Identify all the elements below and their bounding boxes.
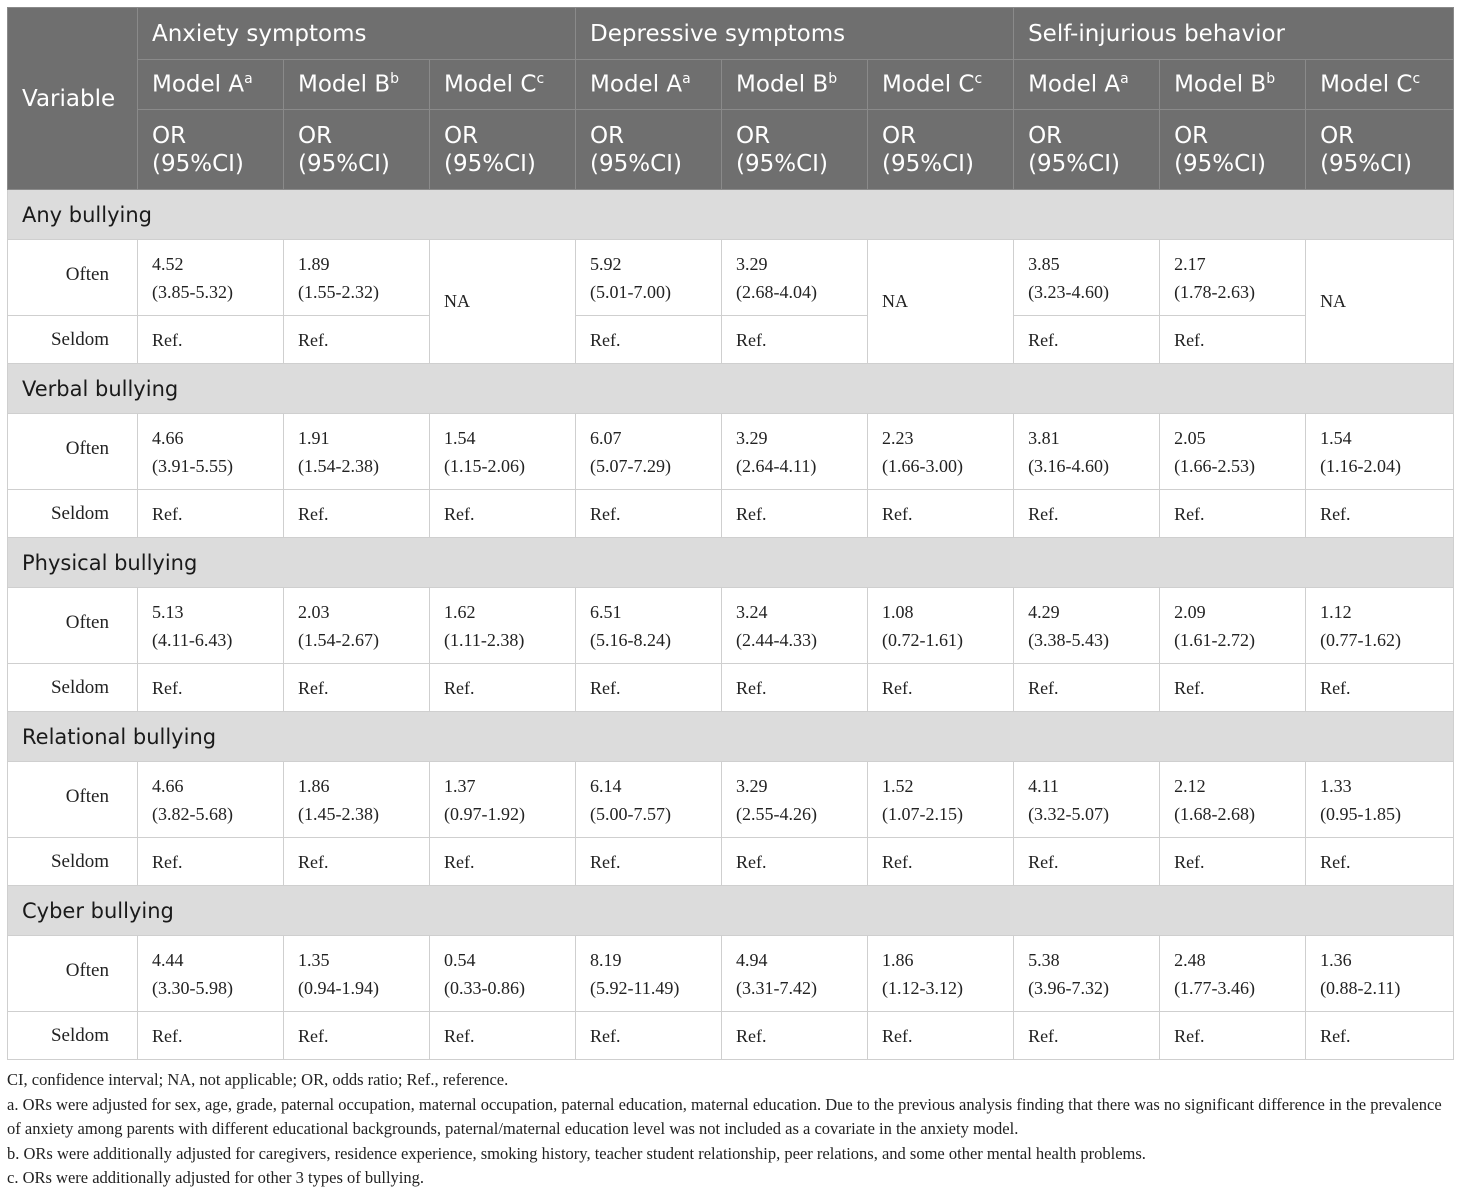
or-ci-header bbox=[138, 110, 284, 190]
model-footnote-mark: a bbox=[1120, 71, 1129, 88]
table-row-often bbox=[8, 762, 1454, 838]
or-cell bbox=[284, 762, 430, 838]
table-row-seldom bbox=[8, 664, 1454, 712]
or-ci-header bbox=[1014, 110, 1160, 190]
variable-header: Variable bbox=[8, 8, 138, 190]
row-label-seldom: Seldom bbox=[8, 1012, 138, 1060]
ref-cell: Ref. bbox=[722, 316, 868, 364]
or-cell bbox=[868, 588, 1014, 664]
ref-cell: Ref. bbox=[1014, 1012, 1160, 1060]
row-label-often: Often bbox=[8, 762, 138, 838]
ci-value: (0.94-1.94) bbox=[298, 977, 379, 998]
ci-value: (1.54-2.67) bbox=[298, 629, 379, 650]
ci-label: (95%CI) bbox=[1174, 150, 1266, 177]
or-value: 3.85 bbox=[1028, 253, 1060, 274]
ref-cell: Ref. bbox=[284, 490, 430, 538]
model-label: Model A bbox=[152, 71, 245, 98]
or-cell bbox=[284, 414, 430, 490]
or-value: 0.54 bbox=[444, 949, 476, 970]
or-value: 6.14 bbox=[590, 775, 622, 796]
or-value: 4.66 bbox=[152, 775, 184, 796]
row-label-often: Often bbox=[8, 936, 138, 1012]
or-cell bbox=[430, 414, 576, 490]
or-cell bbox=[284, 936, 430, 1012]
or-cell bbox=[1160, 414, 1306, 490]
ref-cell: Ref. bbox=[138, 664, 284, 712]
or-cell bbox=[284, 588, 430, 664]
ci-value: (2.55-4.26) bbox=[736, 803, 818, 824]
model-footnote-mark: a bbox=[244, 71, 253, 88]
ref-cell: Ref. bbox=[868, 1012, 1014, 1060]
ref-cell: Ref. bbox=[284, 1012, 430, 1060]
model-label: Model C bbox=[444, 71, 537, 98]
or-cell bbox=[576, 240, 722, 316]
table-row-seldom bbox=[8, 490, 1454, 538]
model-footnote-mark: b bbox=[390, 71, 400, 88]
ref-cell: Ref. bbox=[576, 838, 722, 886]
model-footnote-mark: c bbox=[1412, 71, 1421, 88]
na-cell: NA bbox=[1306, 240, 1454, 364]
na-cell: NA bbox=[868, 240, 1014, 364]
or-cell bbox=[868, 414, 1014, 490]
ci-label: (95%CI) bbox=[444, 150, 536, 177]
table-row-often bbox=[8, 414, 1454, 490]
row-label-seldom: Seldom bbox=[8, 838, 138, 886]
ci-value: (1.07-2.15) bbox=[882, 803, 964, 824]
or-value: 2.23 bbox=[882, 427, 914, 448]
or-value: 2.48 bbox=[1174, 949, 1206, 970]
or-label: OR bbox=[444, 122, 479, 149]
table-row-seldom bbox=[8, 1012, 1454, 1060]
or-value: 3.81 bbox=[1028, 427, 1060, 448]
section-row bbox=[8, 190, 1454, 240]
ci-value: (1.16-2.04) bbox=[1320, 455, 1402, 476]
table-footnotes bbox=[7, 1068, 1453, 1191]
row-label-often: Often bbox=[8, 240, 138, 316]
or-label: OR bbox=[1320, 122, 1355, 149]
ref-cell: Ref. bbox=[430, 490, 576, 538]
section-row bbox=[8, 364, 1454, 414]
model-label: Model B bbox=[1174, 71, 1267, 98]
or-value: 8.19 bbox=[590, 949, 622, 970]
ref-cell: Ref. bbox=[722, 838, 868, 886]
ci-value: (1.77-3.46) bbox=[1174, 977, 1256, 998]
model-header bbox=[430, 60, 576, 110]
row-label-often: Often bbox=[8, 414, 138, 490]
or-value: 2.17 bbox=[1174, 253, 1206, 274]
ci-label: (95%CI) bbox=[298, 150, 390, 177]
or-cell bbox=[1160, 588, 1306, 664]
table-row-seldom bbox=[8, 316, 1454, 364]
footnote-b: b. ORs were additionally adjusted for caregivers, residence experience, smoking history, teacher student relationship, peer relations, and some other mental health problems. bbox=[7, 1143, 1146, 1163]
ci-value: (1.12-3.12) bbox=[882, 977, 964, 998]
ref-cell: Ref. bbox=[1014, 490, 1160, 538]
ref-cell: Ref. bbox=[1014, 316, 1160, 364]
row-label-seldom: Seldom bbox=[8, 664, 138, 712]
ref-cell: Ref. bbox=[868, 490, 1014, 538]
or-value: 6.07 bbox=[590, 427, 622, 448]
ref-cell: Ref. bbox=[1306, 1012, 1454, 1060]
ci-value: (1.66-3.00) bbox=[882, 455, 964, 476]
section-title: Verbal bullying bbox=[8, 364, 1454, 414]
ci-value: (1.55-2.32) bbox=[298, 281, 379, 302]
ref-cell: Ref. bbox=[138, 1012, 284, 1060]
ci-value: (4.11-6.43) bbox=[152, 629, 233, 650]
or-value: 3.29 bbox=[736, 253, 768, 274]
model-footnote-mark: b bbox=[828, 71, 838, 88]
ci-value: (2.44-4.33) bbox=[736, 629, 818, 650]
ref-cell: Ref. bbox=[138, 490, 284, 538]
or-cell bbox=[1160, 240, 1306, 316]
model-header bbox=[1306, 60, 1454, 110]
ci-value: (3.32-5.07) bbox=[1028, 803, 1110, 824]
ci-label: (95%CI) bbox=[590, 150, 682, 177]
ref-cell: Ref. bbox=[430, 1012, 576, 1060]
ref-cell: Ref. bbox=[722, 490, 868, 538]
or-value: 2.03 bbox=[298, 601, 330, 622]
ref-cell: Ref. bbox=[284, 664, 430, 712]
or-value: 4.52 bbox=[152, 253, 184, 274]
or-value: 1.36 bbox=[1320, 949, 1352, 970]
ci-value: (5.00-7.57) bbox=[590, 803, 672, 824]
ci-value: (1.11-2.38) bbox=[444, 629, 525, 650]
or-value: 1.37 bbox=[444, 775, 476, 796]
ci-value: (3.31-7.42) bbox=[736, 977, 818, 998]
or-value: 2.12 bbox=[1174, 775, 1206, 796]
or-value: 1.08 bbox=[882, 601, 914, 622]
ci-value: (2.68-4.04) bbox=[736, 281, 818, 302]
or-cell bbox=[284, 240, 430, 316]
or-cell bbox=[138, 936, 284, 1012]
or-cell bbox=[722, 414, 868, 490]
model-header bbox=[722, 60, 868, 110]
model-footnote-mark: b bbox=[1266, 71, 1276, 88]
or-cell bbox=[1014, 414, 1160, 490]
ci-value: (5.01-7.00) bbox=[590, 281, 672, 302]
ci-value: (0.72-1.61) bbox=[882, 629, 964, 650]
or-label: OR bbox=[1174, 122, 1209, 149]
ref-cell: Ref. bbox=[576, 1012, 722, 1060]
ci-label: (95%CI) bbox=[152, 150, 244, 177]
group-header-self-injurious: Self-injurious behavior bbox=[1014, 8, 1454, 60]
ci-value: (1.66-2.53) bbox=[1174, 455, 1256, 476]
model-footnote-mark: c bbox=[536, 71, 545, 88]
or-value: 1.33 bbox=[1320, 775, 1352, 796]
model-header bbox=[138, 60, 284, 110]
or-value: 5.92 bbox=[590, 253, 622, 274]
ci-value: (3.96-7.32) bbox=[1028, 977, 1110, 998]
or-ci-header bbox=[1306, 110, 1454, 190]
or-cell bbox=[1306, 762, 1454, 838]
or-ci-header bbox=[722, 110, 868, 190]
or-ci-header bbox=[430, 110, 576, 190]
or-cell bbox=[138, 762, 284, 838]
model-label: Model C bbox=[1320, 71, 1413, 98]
or-ci-header bbox=[284, 110, 430, 190]
model-header bbox=[284, 60, 430, 110]
model-label: Model B bbox=[736, 71, 829, 98]
or-cell bbox=[1160, 762, 1306, 838]
model-label: Model A bbox=[590, 71, 683, 98]
or-value: 1.52 bbox=[882, 775, 914, 796]
or-cell bbox=[576, 936, 722, 1012]
ref-cell: Ref. bbox=[1160, 664, 1306, 712]
ref-cell: Ref. bbox=[1014, 664, 1160, 712]
ref-cell: Ref. bbox=[284, 316, 430, 364]
or-label: OR bbox=[736, 122, 771, 149]
or-cell bbox=[138, 588, 284, 664]
or-label: OR bbox=[298, 122, 333, 149]
section-row bbox=[8, 538, 1454, 588]
ci-value: (1.68-2.68) bbox=[1174, 803, 1256, 824]
or-value: 4.29 bbox=[1028, 601, 1060, 622]
or-cell bbox=[868, 936, 1014, 1012]
ci-value: (1.54-2.38) bbox=[298, 455, 379, 476]
or-cell bbox=[1306, 588, 1454, 664]
or-value: 1.12 bbox=[1320, 601, 1352, 622]
ci-value: (3.82-5.68) bbox=[152, 803, 233, 824]
or-value: 1.54 bbox=[444, 427, 476, 448]
or-cell bbox=[722, 762, 868, 838]
or-cell bbox=[1306, 414, 1454, 490]
or-cell bbox=[1014, 762, 1160, 838]
or-ci-header bbox=[1160, 110, 1306, 190]
results-table bbox=[7, 7, 1454, 1060]
or-value: 1.35 bbox=[298, 949, 330, 970]
or-cell bbox=[1160, 936, 1306, 1012]
or-cell bbox=[576, 762, 722, 838]
section-row bbox=[8, 712, 1454, 762]
ci-value: (0.77-1.62) bbox=[1320, 629, 1402, 650]
section-title: Any bullying bbox=[8, 190, 1454, 240]
ci-label: (95%CI) bbox=[882, 150, 974, 177]
or-label: OR bbox=[590, 122, 625, 149]
table-header bbox=[8, 8, 1454, 190]
or-cell bbox=[868, 762, 1014, 838]
section-row bbox=[8, 886, 1454, 936]
ci-value: (3.30-5.98) bbox=[152, 977, 233, 998]
or-value: 5.38 bbox=[1028, 949, 1060, 970]
model-header bbox=[1014, 60, 1160, 110]
ref-cell: Ref. bbox=[576, 490, 722, 538]
or-cell bbox=[430, 762, 576, 838]
footnote-abbreviations: CI, confidence interval; NA, not applicable; OR, odds ratio; Ref., reference. bbox=[7, 1070, 509, 1089]
or-value: 3.29 bbox=[736, 775, 768, 796]
ci-value: (5.07-7.29) bbox=[590, 455, 672, 476]
ref-cell: Ref. bbox=[1160, 490, 1306, 538]
ci-value: (3.38-5.43) bbox=[1028, 629, 1110, 650]
or-label: OR bbox=[1028, 122, 1063, 149]
ci-value: (3.85-5.32) bbox=[152, 281, 233, 302]
ref-cell: Ref. bbox=[722, 1012, 868, 1060]
or-cell bbox=[430, 936, 576, 1012]
ci-value: (5.92-11.49) bbox=[590, 977, 680, 998]
or-ci-header bbox=[868, 110, 1014, 190]
ci-value: (3.91-5.55) bbox=[152, 455, 233, 476]
ref-cell: Ref. bbox=[138, 838, 284, 886]
ref-cell: Ref. bbox=[1306, 490, 1454, 538]
or-cell bbox=[1306, 936, 1454, 1012]
ci-value: (0.95-1.85) bbox=[1320, 803, 1402, 824]
or-value: 4.66 bbox=[152, 427, 184, 448]
ref-cell: Ref. bbox=[284, 838, 430, 886]
or-cell bbox=[1014, 240, 1160, 316]
ci-label: (95%CI) bbox=[736, 150, 828, 177]
row-label-often: Often bbox=[8, 588, 138, 664]
or-value: 1.91 bbox=[298, 427, 330, 448]
or-cell bbox=[1014, 588, 1160, 664]
model-header bbox=[576, 60, 722, 110]
na-cell: NA bbox=[430, 240, 576, 364]
ci-value: (5.16-8.24) bbox=[590, 629, 672, 650]
ci-value: (3.23-4.60) bbox=[1028, 281, 1110, 302]
footnote-a: a. ORs were adjusted for sex, age, grade, paternal occupation, maternal occupation, paternal education, maternal education. Due to the previous analysis finding that there was no significant difference in the prevalence of anxiety among parents with different educational backgrounds, paternal/maternal education level was not included as a covariate in the anxiety model. bbox=[7, 1094, 1442, 1138]
or-value: 2.05 bbox=[1174, 427, 1206, 448]
model-label: Model C bbox=[882, 71, 975, 98]
table-row-seldom bbox=[8, 838, 1454, 886]
row-label-seldom: Seldom bbox=[8, 316, 138, 364]
or-value: 1.86 bbox=[298, 775, 330, 796]
ci-value: (1.15-2.06) bbox=[444, 455, 525, 476]
or-value: 3.29 bbox=[736, 427, 768, 448]
model-header bbox=[868, 60, 1014, 110]
table-row-often bbox=[8, 240, 1454, 316]
or-value: 4.94 bbox=[736, 949, 768, 970]
ci-value: (0.88-2.11) bbox=[1320, 977, 1401, 998]
ref-cell: Ref. bbox=[430, 664, 576, 712]
row-label-seldom: Seldom bbox=[8, 490, 138, 538]
model-footnote-mark: a bbox=[682, 71, 691, 88]
ci-value: (3.16-4.60) bbox=[1028, 455, 1110, 476]
or-value: 3.24 bbox=[736, 601, 768, 622]
or-cell bbox=[1014, 936, 1160, 1012]
footnote-c: c. ORs were additionally adjusted for other 3 types of bullying. bbox=[7, 1168, 424, 1187]
table-row-often bbox=[8, 588, 1454, 664]
or-value: 6.51 bbox=[590, 601, 622, 622]
or-value: 1.89 bbox=[298, 253, 330, 274]
table-row-often bbox=[8, 936, 1454, 1012]
ci-value: (2.64-4.11) bbox=[736, 455, 817, 476]
or-cell bbox=[722, 936, 868, 1012]
or-cell bbox=[138, 240, 284, 316]
or-value: 1.54 bbox=[1320, 427, 1352, 448]
model-label: Model B bbox=[298, 71, 391, 98]
ref-cell: Ref. bbox=[1160, 838, 1306, 886]
or-cell bbox=[576, 414, 722, 490]
ref-cell: Ref. bbox=[1306, 838, 1454, 886]
or-value: 4.44 bbox=[152, 949, 184, 970]
ref-cell: Ref. bbox=[576, 664, 722, 712]
ci-label: (95%CI) bbox=[1320, 150, 1412, 177]
ci-label: (95%CI) bbox=[1028, 150, 1120, 177]
or-label: OR bbox=[882, 122, 917, 149]
ref-cell: Ref. bbox=[138, 316, 284, 364]
ci-value: (1.45-2.38) bbox=[298, 803, 379, 824]
or-label: OR bbox=[152, 122, 187, 149]
ref-cell: Ref. bbox=[1014, 838, 1160, 886]
ref-cell: Ref. bbox=[722, 664, 868, 712]
or-value: 2.09 bbox=[1174, 601, 1206, 622]
model-header bbox=[1160, 60, 1306, 110]
or-value: 1.62 bbox=[444, 601, 476, 622]
section-title: Relational bullying bbox=[8, 712, 1454, 762]
or-cell bbox=[430, 588, 576, 664]
ci-value: (0.97-1.92) bbox=[444, 803, 525, 824]
or-value: 1.86 bbox=[882, 949, 914, 970]
ref-cell: Ref. bbox=[430, 838, 576, 886]
model-footnote-mark: c bbox=[974, 71, 983, 88]
ref-cell: Ref. bbox=[1306, 664, 1454, 712]
ci-value: (1.61-2.72) bbox=[1174, 629, 1256, 650]
ref-cell: Ref. bbox=[576, 316, 722, 364]
section-title: Physical bullying bbox=[8, 538, 1454, 588]
model-label: Model A bbox=[1028, 71, 1121, 98]
ref-cell: Ref. bbox=[868, 838, 1014, 886]
ci-value: (1.78-2.63) bbox=[1174, 281, 1256, 302]
or-ci-header bbox=[576, 110, 722, 190]
or-cell bbox=[722, 588, 868, 664]
or-cell bbox=[576, 588, 722, 664]
group-header-depressive: Depressive symptoms bbox=[576, 8, 1014, 60]
or-cell bbox=[138, 414, 284, 490]
or-value: 5.13 bbox=[152, 601, 184, 622]
section-title: Cyber bullying bbox=[8, 886, 1454, 936]
ci-value: (0.33-0.86) bbox=[444, 977, 525, 998]
ref-cell: Ref. bbox=[1160, 1012, 1306, 1060]
group-header-anxiety: Anxiety symptoms bbox=[138, 8, 576, 60]
ref-cell: Ref. bbox=[868, 664, 1014, 712]
or-cell bbox=[722, 240, 868, 316]
ref-cell: Ref. bbox=[1160, 316, 1306, 364]
or-value: 4.11 bbox=[1028, 775, 1059, 796]
